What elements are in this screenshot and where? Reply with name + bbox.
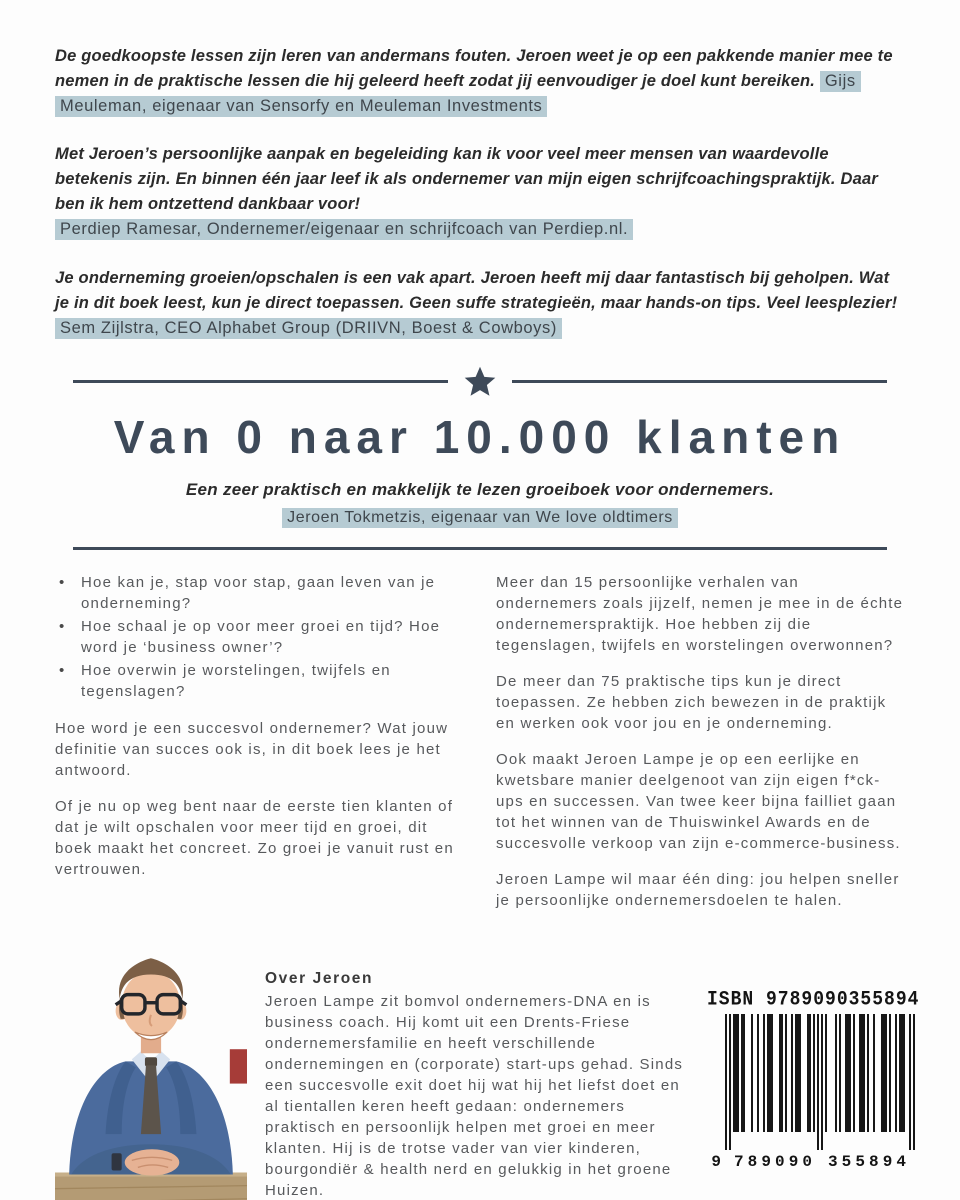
testimonial-quote: Met Jeroen’s persoonlijke aanpak en begeleiding kan ik voor veel meer mensen van waardevolle betekenis zijn. En binnen één jaar leef ik als ondernemer van mijn eigen schrijfcoachingspraktijk. Daar ben ik hem ontzettend dankbaar voor! xyxy=(55,145,878,214)
divider-line xyxy=(73,547,887,550)
book-subtitle: Een zeer praktisch en makkelijk te lezen groeiboek voor ondernemers. xyxy=(185,479,775,499)
about-author xyxy=(265,932,693,1200)
watch xyxy=(112,1153,122,1170)
divider-line xyxy=(73,380,448,383)
bottom-section xyxy=(55,932,920,1200)
right-column xyxy=(496,572,905,926)
testimonial-quote: Je onderneming groeien/opschalen is een vak apart. Jeroen heeft mij daar fantastisch bij geholpen. Wat je in dit boek leest, kun je direct toepassen. Geen suffe strategieën, maar hands-on tips. Veel leesplezier! xyxy=(55,268,898,312)
isbn-barcode xyxy=(707,932,919,1168)
svg-text:9: 9 xyxy=(711,1152,722,1168)
body-paragraph: De meer dan 75 praktische tips kun je direct toepassen. Ze hebben zich bewezen in de praktijk en werken ook voor jou en je onderneming. xyxy=(496,672,887,732)
bullet-item: • Hoe schaal je op voor meer groei en tijd? Hoe word je ‘business owner’? xyxy=(55,616,464,658)
svg-text:355894: 355894 xyxy=(828,1152,907,1168)
testimonial xyxy=(55,266,905,341)
author-photo xyxy=(55,932,247,1200)
left-column xyxy=(55,572,464,926)
testimonial-quote: De goedkoopste lessen zijn leren van andermans fouten. Jeroen weet je op een pakkende manier mee te nemen in de praktische lessen die hij geleerd heeft zodat jij eenvoudiger je doel kunt bereiken. xyxy=(55,47,893,91)
face xyxy=(122,971,181,1038)
divider-line xyxy=(512,380,887,383)
barcode-bars xyxy=(707,1014,919,1168)
bullet-item: • Hoe overwin je worstelingen, twijfels en tegenslagen? xyxy=(55,660,464,702)
testimonial xyxy=(55,142,905,242)
divider-with-star xyxy=(73,364,887,400)
testimonials-section xyxy=(55,44,905,341)
about-heading: Over Jeroen xyxy=(265,969,374,987)
about-body: Jeroen Lampe zit bomvol ondernemers-DNA en is business coach. Hij komt uit een Drents-Friese ondernemersfamilie en heeft verschillende ondernemingen en (corporate) start-ups gehad. Sinds een succesvolle exit doet hij wat hij het liefst doet en al tientallen keren heeft gedaan: ondernemers praktisch en persoonlijk helpen met groei en meer klanten. Hij is de trotse vader van vier kinderen, bourgondiër & health nerd en gelukkig in het groene Huizen. xyxy=(265,992,684,1199)
subtitle-attribution xyxy=(55,509,905,527)
subtitle-attribution-text: Jeroen Tokmetzis, eigenaar van We love oldtimers xyxy=(282,508,678,528)
testimonial-attribution: Gijs Meuleman, eigenaar van Sensorfy en Meuleman Investments xyxy=(55,71,861,117)
body-paragraph: Hoe word je een succesvol ondernemer? Wat jouw definitie van succes ook is, in dit boek lees je het antwoord. xyxy=(55,719,449,779)
body-paragraph: Of je nu op weg bent naar de eerste tien klanten of dat je wilt opschalen voor meer tijd en groei, dit boek maakt het concreet. Zo groei je vanuit rust en vertrouwen. xyxy=(55,797,454,878)
body-paragraph: Ook maakt Jeroen Lampe je op een eerlijke en kwetsbare manier deelgenoot van zijn eigen f*ck-ups en successen. Van twee keer bijna failliet gaan tot het winnen van de Thuiswinkel Awards en de succesvolle verkoop van zijn e-commerce-business. xyxy=(496,750,901,852)
hands xyxy=(125,1149,180,1175)
testimonial xyxy=(55,44,905,119)
svg-text:789090: 789090 xyxy=(734,1152,813,1168)
book-title: Van 0 naar 10.000 klanten xyxy=(113,410,847,463)
body-paragraph: Meer dan 15 persoonlijke verhalen van ondernemers zoals jijzelf, nemen je mee in de échte ondernemerspraktijk. Hoe hebben zij die tegenslagen, twijfels en worstelingen overwonnen? xyxy=(496,573,904,654)
red-accent-patch xyxy=(230,1049,247,1083)
question-bullets xyxy=(55,572,464,702)
body-columns xyxy=(55,572,905,926)
star-icon xyxy=(462,364,498,400)
author-photo-illustration xyxy=(55,932,247,1200)
bullet-item: • Hoe kan je, stap voor stap, gaan leven van je onderneming? xyxy=(55,572,464,614)
testimonial-attribution: Sem Zijlstra, CEO Alphabet Group (DRIIVN, Boest & Cowboys) xyxy=(55,318,562,339)
title-block xyxy=(55,364,905,550)
testimonial-attribution: Perdiep Ramesar, Ondernemer/eigenaar en schrijfcoach van Perdiep.nl. xyxy=(55,219,633,240)
isbn-label: ISBN 9789090355894 xyxy=(707,988,920,1011)
body-paragraph: Jeroen Lampe wil maar één ding: jou helpen sneller je persoonlijke ondernemersdoelen te halen. xyxy=(496,870,900,909)
